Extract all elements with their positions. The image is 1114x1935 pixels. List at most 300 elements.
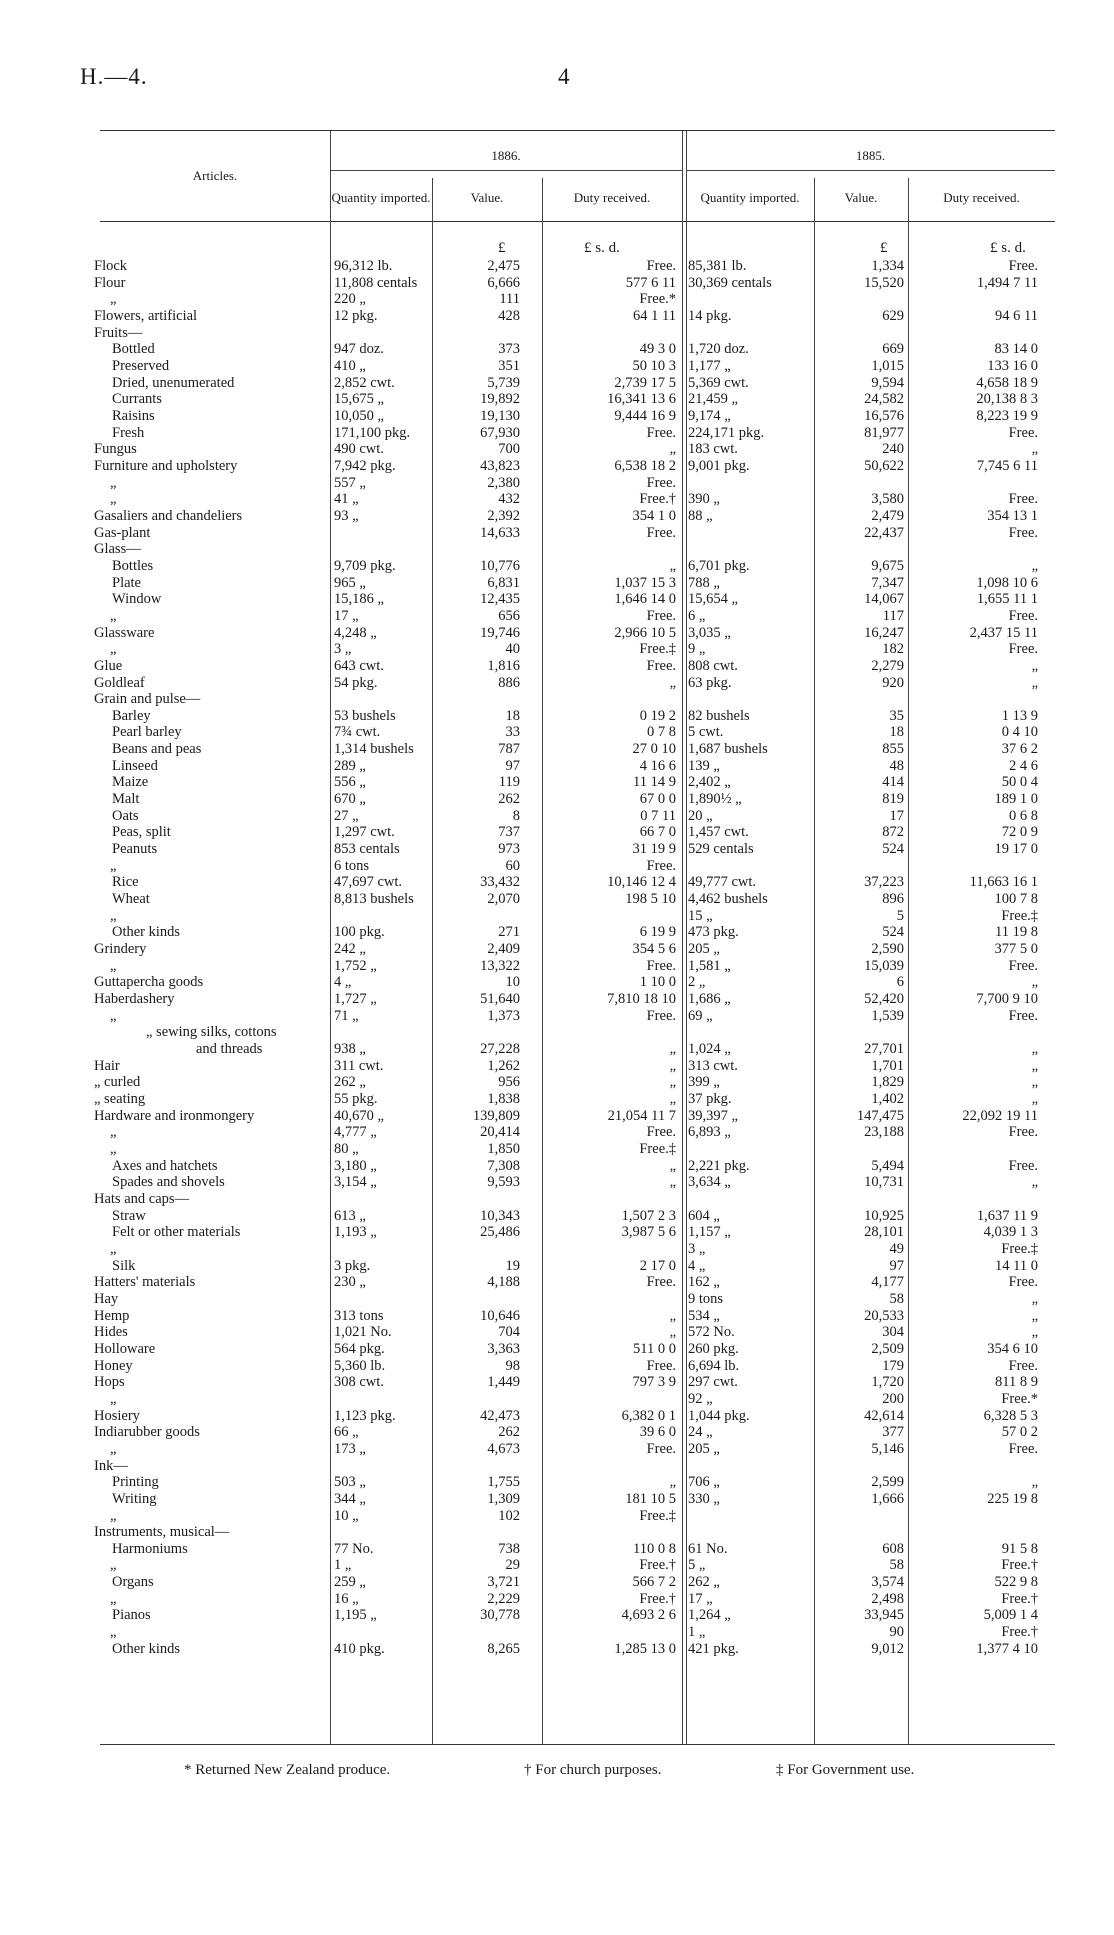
value-1885-cell: 27,701: [864, 1041, 904, 1058]
value-1886-cell: 1,262: [487, 1057, 520, 1074]
duty-1885-cell: 22,092 19 11: [962, 1107, 1038, 1124]
qty-1885-cell: 1,264 „: [688, 1607, 731, 1624]
value-1885-cell: 819: [882, 791, 904, 808]
article-cell: Preserved: [112, 357, 170, 374]
duty-1885-cell: Free.: [1008, 524, 1038, 541]
table-row: [0, 1374, 1114, 1391]
value-1885-cell: 5,146: [871, 1440, 904, 1457]
article-cell: Hemp: [94, 1307, 130, 1324]
duty-1886-cell: 49 3 0: [639, 341, 676, 358]
duty-1885-cell: 1,655 11 1: [976, 591, 1038, 608]
table-row: [0, 1441, 1114, 1458]
value-1885-cell: 4,177: [871, 1274, 904, 1291]
qty-1886-cell: 96,312 lb.: [334, 258, 393, 274]
value-1886-cell: 2,475: [487, 258, 520, 274]
value-1886-cell: 98: [505, 1357, 520, 1374]
table-row: [0, 641, 1114, 658]
table-row: [0, 1458, 1114, 1475]
article-cell: „: [110, 907, 117, 924]
qty-1886-cell: 670 „: [334, 791, 366, 808]
qty-1885-cell: 5,369 cwt.: [688, 374, 749, 391]
duty-1886-cell: 6 19 9: [639, 924, 676, 941]
table-row: [0, 625, 1114, 642]
table-row: [0, 1008, 1114, 1025]
value-1885-cell: 10,925: [864, 1207, 904, 1224]
value-1885-cell: 97: [889, 1257, 904, 1274]
duty-1885-cell: 4,039 1 3: [983, 1224, 1038, 1241]
value-1886-cell: 139,809: [472, 1107, 520, 1124]
table-row: [0, 1574, 1114, 1591]
duty-1885-cell: 0 4 10: [1001, 724, 1038, 741]
qty-1885-cell: 706 „: [688, 1474, 720, 1491]
qty-1886-cell: 490 cwt.: [334, 441, 384, 458]
value-1886-cell: 4,188: [487, 1274, 520, 1291]
value-1886-cell: 973: [498, 841, 520, 858]
article-cell: Printing: [112, 1474, 159, 1491]
value-1885-cell: 377: [882, 1424, 904, 1441]
duty-1885-cell: 522 9 8: [994, 1574, 1038, 1591]
value-1886-cell: 2,409: [487, 941, 520, 958]
qty-1886-cell: 410 „: [334, 357, 366, 374]
article-cell: Glassware: [94, 624, 155, 641]
duty-1885-cell: „: [1031, 441, 1038, 458]
qty-1886-cell: 947 doz.: [334, 341, 384, 358]
value-1886-cell: 271: [498, 924, 520, 941]
value-1886-cell: 60: [505, 857, 520, 874]
table-row: [0, 408, 1114, 425]
duty-1885-cell: 1,098 10 6: [976, 574, 1038, 591]
year-rule: [686, 170, 1055, 171]
qty-1885-cell: 473 pkg.: [688, 924, 739, 941]
value-1885-cell: 49: [889, 1240, 904, 1257]
value-1886-cell: 351: [498, 357, 520, 374]
qty-1885-cell: 1 „: [688, 1624, 706, 1641]
article-cell: Fruits—: [94, 324, 143, 341]
duty-1885-cell: „: [1031, 1174, 1038, 1191]
qty-1886-cell: 173 „: [334, 1440, 366, 1457]
qty-1886-cell: 556 „: [334, 774, 366, 791]
article-cell: Rice: [112, 874, 139, 891]
duty-1886-cell: 7,810 18 10: [607, 991, 676, 1008]
value-1886-cell: 2,070: [487, 891, 520, 908]
qty-1886-cell: 12 pkg.: [334, 307, 378, 324]
table-row: [0, 325, 1114, 342]
duty-1886-cell: Free.†: [639, 491, 676, 508]
table-row: [0, 741, 1114, 758]
qty-1886-cell: 47,697 cwt.: [334, 874, 403, 891]
duty-1886-cell: Free.: [646, 1007, 676, 1024]
duty-1886-cell: 6,538 18 2: [614, 457, 676, 474]
qty-1885-cell: 17 „: [688, 1590, 713, 1607]
article-cell: „ curled: [94, 1074, 141, 1091]
duty-1885-cell: „: [1031, 1474, 1038, 1491]
value-1885-cell: 24,582: [864, 391, 904, 408]
qty-1886-cell: 6 tons: [334, 857, 370, 874]
value-1886-cell: 20,414: [480, 1124, 520, 1141]
qty-1885-cell: 15,654 „: [688, 591, 738, 608]
qty-1885-cell: 37 pkg.: [688, 1091, 732, 1107]
duty-1885-cell: 225 19 8: [987, 1490, 1038, 1507]
value-1885-cell: 2,509: [871, 1340, 904, 1357]
value-1885-cell: 37,223: [864, 874, 904, 891]
value-1886-cell: 10,646: [480, 1307, 520, 1324]
qty-1885-cell: 224,171 pkg.: [688, 424, 765, 441]
table-row: [0, 1124, 1114, 1141]
article-cell: Indiarubber goods: [94, 1424, 200, 1441]
table-row: [0, 1508, 1114, 1525]
value-1885-cell: 896: [882, 891, 904, 908]
article-cell: Honey: [94, 1357, 133, 1374]
value-1885-cell: 90: [889, 1624, 904, 1641]
value-1886-cell: 97: [505, 757, 520, 774]
value-1886-cell: 428: [498, 307, 520, 324]
year-1885-heading: 1885.: [855, 148, 886, 163]
duty-1885-cell: 94 6 11: [995, 307, 1038, 324]
article-cell: „: [110, 291, 117, 308]
duty-1886-cell: 354 5 6: [632, 941, 676, 958]
duty-1886-cell: 27 0 10: [632, 741, 676, 758]
value-heading-1885: Value.: [844, 190, 878, 205]
table-row: [0, 1541, 1114, 1558]
qty-1885-cell: 6 „: [688, 607, 706, 624]
value-1886-cell: 18: [505, 707, 520, 724]
duty-1885-cell: Free.: [1008, 1274, 1038, 1291]
value-1885-cell: 23,188: [864, 1124, 904, 1141]
table-row: [0, 708, 1114, 725]
value-1886-cell: 886: [498, 674, 520, 691]
table-row: [0, 441, 1114, 458]
article-cell: „: [110, 1507, 117, 1524]
duty-1886-cell: 566 7 2: [632, 1574, 676, 1591]
qty-1885-cell: 139 „: [688, 757, 720, 774]
value-1885-cell: 81,977: [864, 424, 904, 441]
duty-1886-cell: 797 3 9: [632, 1374, 676, 1391]
duty-1886-cell: „: [669, 1074, 676, 1091]
qty-1886-cell: 1,195 „: [334, 1607, 377, 1624]
duty-1885-cell: Free.: [1008, 258, 1038, 274]
duty-1885-cell: „: [1031, 1290, 1038, 1307]
value-1886-cell: 1,449: [487, 1374, 520, 1391]
value-1886-cell: 42,473: [480, 1407, 520, 1424]
article-cell: Other kinds: [112, 1640, 181, 1657]
qty-1885-cell: 39,397 „: [688, 1107, 738, 1124]
article-cell: Furniture and upholstery: [94, 457, 238, 474]
value-1886-cell: 956: [498, 1074, 520, 1091]
duty-1886-cell: 2,739 17 5: [614, 374, 676, 391]
qty-1885-cell: 4,462 bushels: [688, 891, 768, 908]
table-row: [0, 1041, 1114, 1058]
qty-1885-cell: 2,221 pkg.: [688, 1157, 750, 1174]
duty-1886-cell: „: [669, 1157, 676, 1174]
article-cell: Hides: [94, 1324, 128, 1341]
value-1885-cell: 7,347: [871, 574, 904, 591]
article-cell: „: [110, 1590, 117, 1607]
qty-1885-cell: 1,157 „: [688, 1224, 731, 1241]
duty-1885-cell: 189 1 0: [994, 791, 1038, 808]
value-1885-cell: 872: [882, 824, 904, 841]
duty-1885-cell: Free.†: [1001, 1557, 1038, 1574]
value-1886-cell: 19,746: [480, 624, 520, 641]
value-1885-cell: 240: [882, 441, 904, 458]
qty-1886-cell: 938 „: [334, 1041, 366, 1058]
duty-1886-cell: Free.*: [639, 291, 676, 308]
duty-1885-cell: 14 11 0: [995, 1257, 1038, 1274]
value-1885-cell: 1,720: [871, 1374, 904, 1391]
duty-1886-cell: „: [669, 1324, 676, 1341]
article-cell: Organs: [112, 1574, 154, 1591]
table-row: [0, 858, 1114, 875]
qty-1885-cell: 534 „: [688, 1307, 720, 1324]
article-cell: Ink—: [94, 1457, 128, 1474]
value-1886-cell: 40: [505, 641, 520, 658]
value-1886-cell: 8,265: [487, 1640, 520, 1657]
table-row: [0, 541, 1114, 558]
value-1886-cell: 10,343: [480, 1207, 520, 1224]
value-1885-cell: 855: [882, 741, 904, 758]
duty-1885-cell: 377 5 0: [994, 941, 1038, 958]
duty-1886-cell: 3,987 5 6: [621, 1224, 676, 1241]
duty-1886-cell: 2 17 0: [639, 1257, 676, 1274]
duty-1886-cell: Free.†: [639, 1557, 676, 1574]
article-cell: „: [110, 641, 117, 658]
value-1886-cell: 27,228: [480, 1041, 520, 1058]
article-cell: Flowers, artificial: [94, 307, 198, 324]
duty-1886-cell: Free.: [646, 1357, 676, 1374]
table-row: [0, 891, 1114, 908]
value-1885-cell: 33,945: [864, 1607, 904, 1624]
value-1886-cell: 262: [498, 1424, 520, 1441]
table-row: [0, 1258, 1114, 1275]
value-1886-cell: 43,823: [480, 457, 520, 474]
value-1885-cell: 2,279: [871, 657, 904, 674]
qty-1885-cell: 5 cwt.: [688, 724, 724, 741]
table-row: [0, 1624, 1114, 1641]
duty-1885-cell: „: [1031, 1091, 1038, 1107]
qty-1885-cell: 262 „: [688, 1574, 720, 1591]
value-1885-cell: 1,666: [871, 1490, 904, 1507]
duty-1885-cell: „: [1031, 974, 1038, 991]
article-cell: Other kinds: [112, 924, 181, 941]
article-cell: „: [110, 1140, 117, 1157]
table-row: [0, 1174, 1114, 1191]
value-1886-cell: 8: [512, 807, 520, 824]
table-row: [0, 1224, 1114, 1241]
table-row: [0, 1358, 1114, 1375]
duty-1885-cell: Free.: [1008, 641, 1038, 658]
qty-1886-cell: 10 „: [334, 1507, 359, 1524]
qty-1886-cell: 313 tons: [334, 1307, 384, 1324]
table-row: [0, 791, 1114, 808]
qty-1885-cell: 421 pkg.: [688, 1640, 739, 1657]
article-cell: „: [110, 474, 117, 491]
table-row: [0, 391, 1114, 408]
table-row: [0, 1191, 1114, 1208]
qty-1886-cell: 564 pkg.: [334, 1340, 385, 1357]
article-cell: Hardware and ironmongery: [94, 1107, 255, 1124]
duty-1885-cell: 11 19 8: [995, 924, 1038, 941]
duty-1885-cell: „: [1031, 1057, 1038, 1074]
duty-1885-cell: 133 16 0: [987, 357, 1038, 374]
article-cell: Pearl barley: [112, 724, 182, 741]
article-cell: Currants: [112, 391, 162, 408]
article-cell: Peas, split: [112, 824, 171, 841]
duty-1885-cell: Free.: [1008, 424, 1038, 441]
qty-1886-cell: 100 pkg.: [334, 924, 385, 941]
value-1885-cell: 28,101: [864, 1224, 904, 1241]
articles-heading: Articles.: [192, 168, 238, 183]
value-1885-cell: 524: [882, 924, 904, 941]
table-row: [0, 758, 1114, 775]
qty-1886-cell: 77 No.: [334, 1540, 374, 1557]
duty-1886-cell: 11 14 9: [633, 774, 676, 791]
qty-1886-cell: 410 pkg.: [334, 1640, 385, 1657]
table-row: [0, 1241, 1114, 1258]
value-1886-cell: 1,816: [487, 657, 520, 674]
qty-1885-cell: 1,024 „: [688, 1041, 731, 1058]
qty-1886-cell: 259 „: [334, 1574, 366, 1591]
qty-1885-cell: 6,694 lb.: [688, 1357, 740, 1374]
qty-1885-cell: 529 centals: [688, 841, 754, 858]
value-1885-cell: 58: [889, 1557, 904, 1574]
duty-1886-cell: „: [669, 1041, 676, 1058]
qty-1885-cell: 21,459 „: [688, 391, 738, 408]
duty-1886-cell: 0 19 2: [639, 707, 676, 724]
duty-1885-cell: 7,745 6 11: [976, 457, 1038, 474]
value-1886-cell: 10: [505, 974, 520, 991]
article-cell: Bottles: [112, 557, 154, 574]
duty-1886-cell: 354 1 0: [632, 507, 676, 524]
article-cell: Dried, unenumerated: [112, 374, 235, 391]
article-cell: „: [110, 607, 117, 624]
article-cell: „: [110, 1124, 117, 1141]
article-cell: Glue: [94, 657, 123, 674]
table-row: [0, 941, 1114, 958]
qty-1885-cell: 808 cwt.: [688, 657, 738, 674]
table-row: [0, 808, 1114, 825]
qty-1885-cell: 1,044 pkg.: [688, 1407, 750, 1424]
duty-1886-cell: „: [669, 674, 676, 691]
table-row: [0, 258, 1114, 275]
quantity-heading-1885: Quantity imported.: [700, 190, 800, 205]
article-cell: Plate: [112, 574, 141, 591]
table-row: [0, 691, 1114, 708]
qty-1886-cell: 1,193 „: [334, 1224, 377, 1241]
table-row: [0, 358, 1114, 375]
qty-1886-cell: 1,752 „: [334, 957, 377, 974]
table-row: [0, 1524, 1114, 1541]
value-1885-cell: 117: [882, 607, 904, 624]
qty-1886-cell: 220 „: [334, 291, 366, 308]
top-rule: [100, 130, 1055, 131]
duty-1886-cell: Free.: [646, 524, 676, 541]
duty-1885-cell: 5,009 1 4: [983, 1607, 1038, 1624]
table-row: [0, 658, 1114, 675]
article-cell: Bottled: [112, 341, 155, 358]
document-reference: H.—4.: [80, 64, 148, 89]
qty-1886-cell: 16 „: [334, 1590, 359, 1607]
duty-1886-cell: 1,646 14 0: [614, 591, 676, 608]
value-1886-cell: 2,380: [487, 474, 520, 491]
table-row: [0, 558, 1114, 575]
article-cell: Haberdashery: [94, 991, 175, 1008]
duty-1886-cell: 64 1 11: [633, 307, 676, 324]
value-1886-cell: 1,755: [487, 1474, 520, 1491]
article-cell: „ seating: [94, 1091, 146, 1107]
duty-1885-cell: 2 4 6: [1009, 757, 1038, 774]
duty-1886-cell: Free.†: [639, 1590, 676, 1607]
duty-1886-cell: „: [669, 1307, 676, 1324]
value-1886-cell: 102: [498, 1507, 520, 1524]
value-1885-cell: 9,012: [871, 1640, 904, 1657]
qty-1886-cell: 2,852 cwt.: [334, 374, 395, 391]
qty-1885-cell: 1,890½ „: [688, 791, 742, 808]
qty-1886-cell: 4,248 „: [334, 624, 377, 641]
qty-1885-cell: 24 „: [688, 1424, 713, 1441]
value-1885-cell: 3,580: [871, 491, 904, 508]
article-cell: Axes and hatchets: [112, 1157, 218, 1174]
duty-1885-cell: Free.†: [1001, 1624, 1038, 1641]
qty-1885-cell: 572 No.: [688, 1324, 735, 1341]
value-1885-cell: 304: [882, 1324, 904, 1341]
qty-1886-cell: 71 „: [334, 1007, 359, 1024]
qty-1885-cell: 183 cwt.: [688, 441, 738, 458]
table-row: [0, 291, 1114, 308]
qty-1885-cell: 260 pkg.: [688, 1340, 739, 1357]
value-1885-cell: 1,701: [871, 1057, 904, 1074]
article-cell: Window: [112, 591, 162, 608]
table-row: [0, 1291, 1114, 1308]
article-cell: Maize: [112, 774, 149, 791]
table-row: [0, 1424, 1114, 1441]
qty-1885-cell: 3,634 „: [688, 1174, 731, 1191]
duty-1886-cell: „: [669, 441, 676, 458]
qty-1885-cell: 604 „: [688, 1207, 720, 1224]
value-1885-cell: 5: [896, 907, 904, 924]
qty-1885-cell: 9 „: [688, 641, 706, 658]
qty-1885-cell: 162 „: [688, 1274, 720, 1291]
qty-1886-cell: 965 „: [334, 574, 366, 591]
article-cell: Hatters' materials: [94, 1274, 196, 1291]
duty-heading-1885: Duty received.: [943, 190, 1020, 205]
value-1885-cell: 1,829: [871, 1074, 904, 1091]
table-row: [0, 724, 1114, 741]
table-row: [0, 974, 1114, 991]
value-1885-cell: 58: [889, 1290, 904, 1307]
duty-1885-cell: 0 6 8: [1009, 807, 1038, 824]
duty-1886-cell: 577 6 11: [625, 274, 676, 291]
duty-1885-cell: 1,377 4 10: [976, 1640, 1038, 1657]
value-1885-cell: 1,334: [871, 258, 904, 274]
value-1886-cell: 14,633: [480, 524, 520, 541]
qty-1886-cell: 53 bushels: [334, 707, 396, 724]
table-row: [0, 591, 1114, 608]
article-cell: Silk: [112, 1257, 136, 1274]
duty-1885-cell: Free.‡: [1001, 1240, 1038, 1257]
table-row: [0, 1024, 1114, 1041]
value-1886-cell: 1,838: [487, 1091, 520, 1107]
value-1886-cell: 4,673: [487, 1440, 520, 1457]
duty-1886-cell: Free.‡: [639, 1140, 676, 1157]
value-1885-cell: 48: [889, 757, 904, 774]
duty-1885-cell: „: [1031, 657, 1038, 674]
footnote-government: ‡ For Government use.: [776, 1762, 915, 1778]
qty-1886-cell: 171,100 pkg.: [334, 424, 411, 441]
qty-1886-cell: 7¾ cwt.: [334, 724, 381, 741]
duty-1885-cell: 8,223 19 9: [976, 407, 1038, 424]
article-cell: Writing: [112, 1490, 157, 1507]
value-1885-cell: 42,614: [864, 1407, 904, 1424]
duty-1885-cell: 1,637 11 9: [976, 1207, 1038, 1224]
